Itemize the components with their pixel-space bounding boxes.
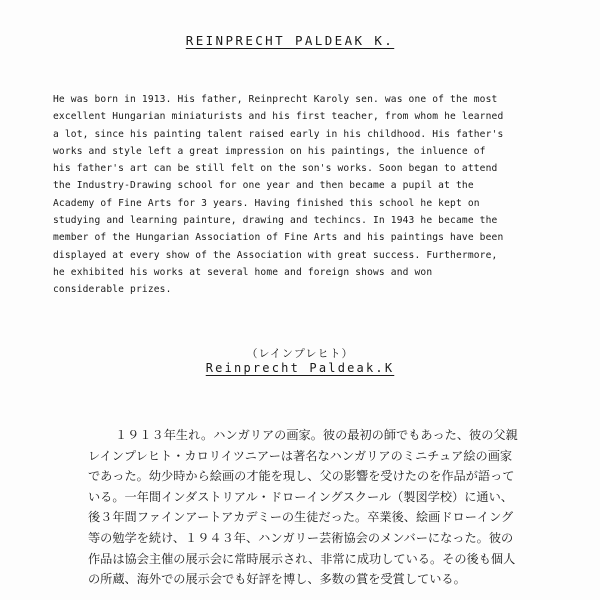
english-line: considerable prizes.	[53, 284, 172, 296]
japanese-line: 作品は協会主催の展示会に常時展示され、非常に成功している。その後も個人	[88, 551, 516, 566]
english-biography	[53, 91, 563, 299]
english-line: member of the Hungarian Association of Fine Arts and his paintings have been	[53, 232, 504, 244]
japanese-line: であった。幼少時から絵画の才能を現し、父の影響を受けたのを作品が語って	[88, 469, 515, 484]
english-line: his father's art can be still felt on the son's works. Soon began to attend	[53, 163, 498, 175]
english-line: a lot, since his painting talent raised early in his childhood. His father's	[53, 128, 504, 140]
english-line: Academy of Fine Arts for 3 years. Having finished this school he kept on	[53, 197, 480, 209]
english-line: studying and learning painture, drawing and techincs. In 1943 he became the	[53, 215, 498, 227]
document-title: REINPRECHT PALDEAK K.	[185, 33, 395, 48]
japanese-line: いる。一年間インダストリアル・ドローイングスクール（製図学校）に通い、	[88, 489, 513, 504]
japanese-line: 後３年間ファインアートアカデミーの生徒だった。卒業後、絵画ドローイング	[88, 510, 514, 525]
english-line: excellent Hungarian miniaturists and his first teacher, from whom he learned	[53, 111, 504, 123]
japanese-name-reading: （レインプレヒト）	[246, 347, 354, 360]
japanese-section-title: Reinprecht Paldeak.K	[205, 361, 395, 375]
english-line: he exhibited his works at several home and foreign shows and won	[53, 266, 433, 278]
english-line: He was born in 1913. His father, Reinprecht Karoly sen. was one of the most	[53, 94, 498, 105]
japanese-line: レインプレヒト・カロリイツニアーは著名なハンガリアのミニチュア絵の画家	[88, 448, 513, 463]
japanese-biography	[88, 425, 558, 590]
english-line: the Industry-Drawing school for one year and then became a pupil at the	[53, 180, 474, 192]
japanese-line: の所蔵、海外での展示会でも好評を博し、多数の賞を受賞している。	[88, 572, 466, 587]
japanese-line: １９１３年生れ。ハンガリアの画家。彼の最初の師でもあった、彼の父親	[115, 428, 518, 442]
english-line: displayed at every show of the Association with great success. Furthermore,	[53, 249, 498, 261]
english-line: works and style left a great impression on his paintings, the inluence of	[53, 145, 486, 157]
japanese-line: 等の勉学を続け、１９４３年、ハンガリー芸術協会のメンバーになった。彼の	[88, 530, 514, 545]
